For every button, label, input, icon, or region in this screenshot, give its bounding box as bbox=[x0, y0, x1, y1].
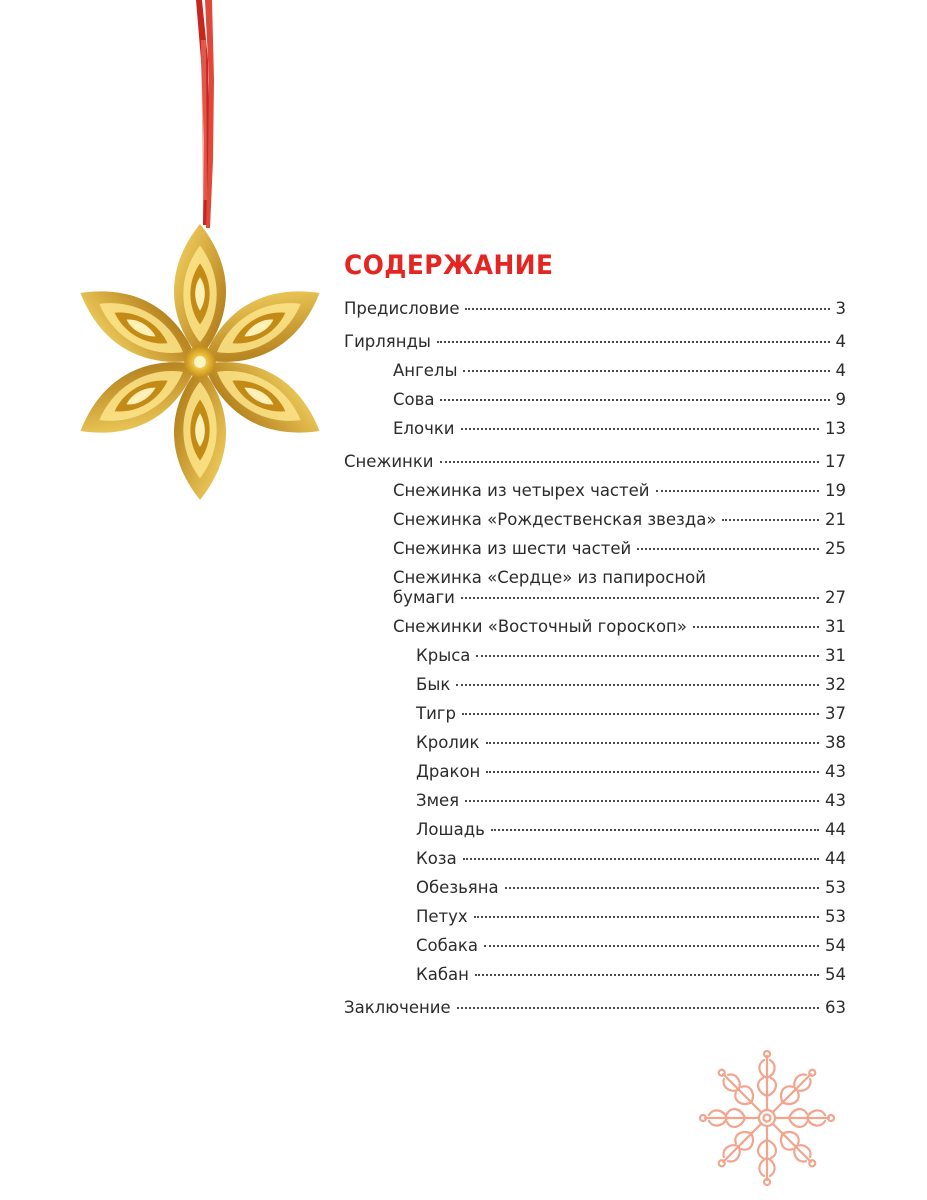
toc-entry-page: 3 bbox=[835, 299, 846, 318]
red-ribbon bbox=[0, 0, 260, 240]
toc-dot-leader bbox=[437, 341, 830, 343]
toc-dot-leader bbox=[486, 742, 819, 744]
toc-dot-leader bbox=[461, 428, 819, 430]
toc-entry-page: 9 bbox=[835, 390, 846, 409]
toc-entry[interactable] bbox=[344, 849, 846, 869]
toc-entry-label: Ангелы bbox=[393, 361, 458, 380]
toc-entry-page: 32 bbox=[825, 675, 846, 694]
toc-entry-page: 19 bbox=[825, 481, 846, 500]
toc-entry-label: Петух bbox=[416, 907, 468, 926]
toc-entry-page: 63 bbox=[825, 998, 846, 1017]
toc-entry-page: 21 bbox=[825, 510, 846, 529]
toc-entry-label: Собака bbox=[416, 936, 478, 955]
toc-entry-label: Снежинка из шести частей bbox=[393, 539, 632, 558]
toc-dot-leader bbox=[463, 858, 819, 860]
toc-entry[interactable] bbox=[344, 332, 846, 352]
toc-entry-page: 53 bbox=[825, 907, 846, 926]
toc-dot-leader bbox=[461, 597, 819, 599]
toc-entry-label: Лошадь bbox=[416, 820, 485, 839]
page-title: СОДЕРЖАНИЕ bbox=[344, 250, 554, 281]
toc-entry[interactable] bbox=[344, 419, 846, 439]
toc-entry-page: 37 bbox=[825, 704, 846, 723]
toc-entry[interactable] bbox=[344, 965, 846, 985]
toc-dot-leader bbox=[486, 771, 819, 773]
toc-entry-label: Снежинка «Рождественская звезда» bbox=[393, 510, 717, 529]
toc-entry-label: Крыса bbox=[416, 646, 471, 665]
toc-entry-page: 44 bbox=[825, 820, 846, 839]
toc-entry-label-continued: бумаги bbox=[393, 588, 455, 607]
toc-entry-page: 44 bbox=[825, 849, 846, 868]
toc-dot-leader bbox=[456, 684, 819, 686]
toc-dot-leader bbox=[491, 829, 819, 831]
toc-dot-leader bbox=[440, 399, 829, 401]
toc-dot-leader bbox=[463, 370, 829, 372]
toc-entry-page: 54 bbox=[825, 936, 846, 955]
toc-entry[interactable] bbox=[344, 452, 846, 472]
toc-entry[interactable] bbox=[344, 481, 846, 501]
toc-entry-label: Обезьяна bbox=[416, 878, 499, 897]
toc-entry-label: Заключение bbox=[344, 998, 451, 1017]
toc-entry[interactable] bbox=[344, 617, 846, 637]
toc-entry-label: Снежинка «Сердце» из папиросной bbox=[393, 568, 706, 587]
toc-entry-label: Змея bbox=[416, 791, 460, 810]
toc-dot-leader bbox=[457, 1007, 819, 1009]
toc-dot-leader bbox=[475, 974, 819, 976]
toc-entry-label: Снежинки «Восточный гороскоп» bbox=[393, 617, 687, 636]
toc-entry[interactable] bbox=[344, 878, 846, 898]
toc-entry-label: Коза bbox=[416, 849, 457, 868]
toc-entry-page: 38 bbox=[825, 733, 846, 752]
toc-entry[interactable] bbox=[344, 907, 846, 927]
toc-entry-page: 25 bbox=[825, 539, 846, 558]
toc-entry-page: 43 bbox=[825, 762, 846, 781]
toc-dot-leader bbox=[462, 713, 819, 715]
toc-entry-page: 13 bbox=[825, 419, 846, 438]
toc-entry-page: 31 bbox=[825, 617, 846, 636]
toc-entry-page: 43 bbox=[825, 791, 846, 810]
toc-entry[interactable] bbox=[344, 704, 846, 724]
toc-dot-leader bbox=[505, 887, 819, 889]
toc-dot-leader bbox=[465, 308, 829, 310]
toc-entry-page: 4 bbox=[835, 361, 846, 380]
toc-entry-label: Бык bbox=[416, 675, 451, 694]
toc-entry-label: Снежинки bbox=[344, 452, 434, 471]
toc-entry[interactable] bbox=[344, 568, 846, 608]
toc-dot-leader bbox=[693, 626, 819, 628]
toc-entry-label: Дракон bbox=[416, 762, 481, 781]
toc-entry[interactable] bbox=[344, 539, 846, 559]
toc-entry[interactable] bbox=[344, 390, 846, 410]
toc-entry-label: Кабан bbox=[416, 965, 469, 984]
toc-dot-leader bbox=[465, 800, 819, 802]
toc-entry-page: 4 bbox=[835, 332, 846, 351]
toc-dot-leader bbox=[722, 519, 819, 521]
toc-entry[interactable] bbox=[344, 733, 846, 753]
toc-dot-leader bbox=[656, 490, 820, 492]
toc-entry[interactable] bbox=[344, 998, 846, 1018]
toc-entry[interactable] bbox=[344, 762, 846, 782]
toc-entry[interactable] bbox=[344, 361, 846, 381]
table-of-contents bbox=[344, 250, 846, 1027]
toc-entry[interactable] bbox=[344, 299, 846, 319]
toc-dot-leader bbox=[440, 461, 819, 463]
toc-entry[interactable] bbox=[344, 646, 846, 666]
toc-entry-label: Гирлянды bbox=[344, 332, 431, 351]
toc-dot-leader bbox=[637, 548, 819, 550]
toc-entry[interactable] bbox=[344, 675, 846, 695]
toc-entry-label: Елочки bbox=[393, 419, 455, 438]
toc-entry[interactable] bbox=[344, 820, 846, 840]
toc-entry-page: 53 bbox=[825, 878, 846, 897]
toc-entry-label: Тигр bbox=[416, 704, 456, 723]
toc-dot-leader bbox=[484, 945, 819, 947]
toc-entry[interactable] bbox=[344, 936, 846, 956]
toc-entry[interactable] bbox=[344, 510, 846, 530]
toc-dot-leader bbox=[474, 916, 819, 918]
toc-entry-label: Кролик bbox=[416, 733, 480, 752]
toc-entry[interactable] bbox=[344, 791, 846, 811]
gold-paper-star-ornament bbox=[62, 212, 338, 512]
toc-entry-page: 17 bbox=[825, 452, 846, 471]
toc-entry-label: Снежинка из четырех частей bbox=[393, 481, 650, 500]
toc-entry-page: 31 bbox=[825, 646, 846, 665]
toc-entry-label: Предисловие bbox=[344, 299, 460, 318]
toc-list bbox=[344, 299, 846, 1018]
toc-entry-label: Сова bbox=[393, 390, 435, 409]
toc-entry-page: 54 bbox=[825, 965, 846, 984]
snowflake-icon bbox=[697, 1048, 837, 1188]
toc-entry-page: 27 bbox=[825, 588, 846, 607]
toc-dot-leader bbox=[476, 655, 819, 657]
